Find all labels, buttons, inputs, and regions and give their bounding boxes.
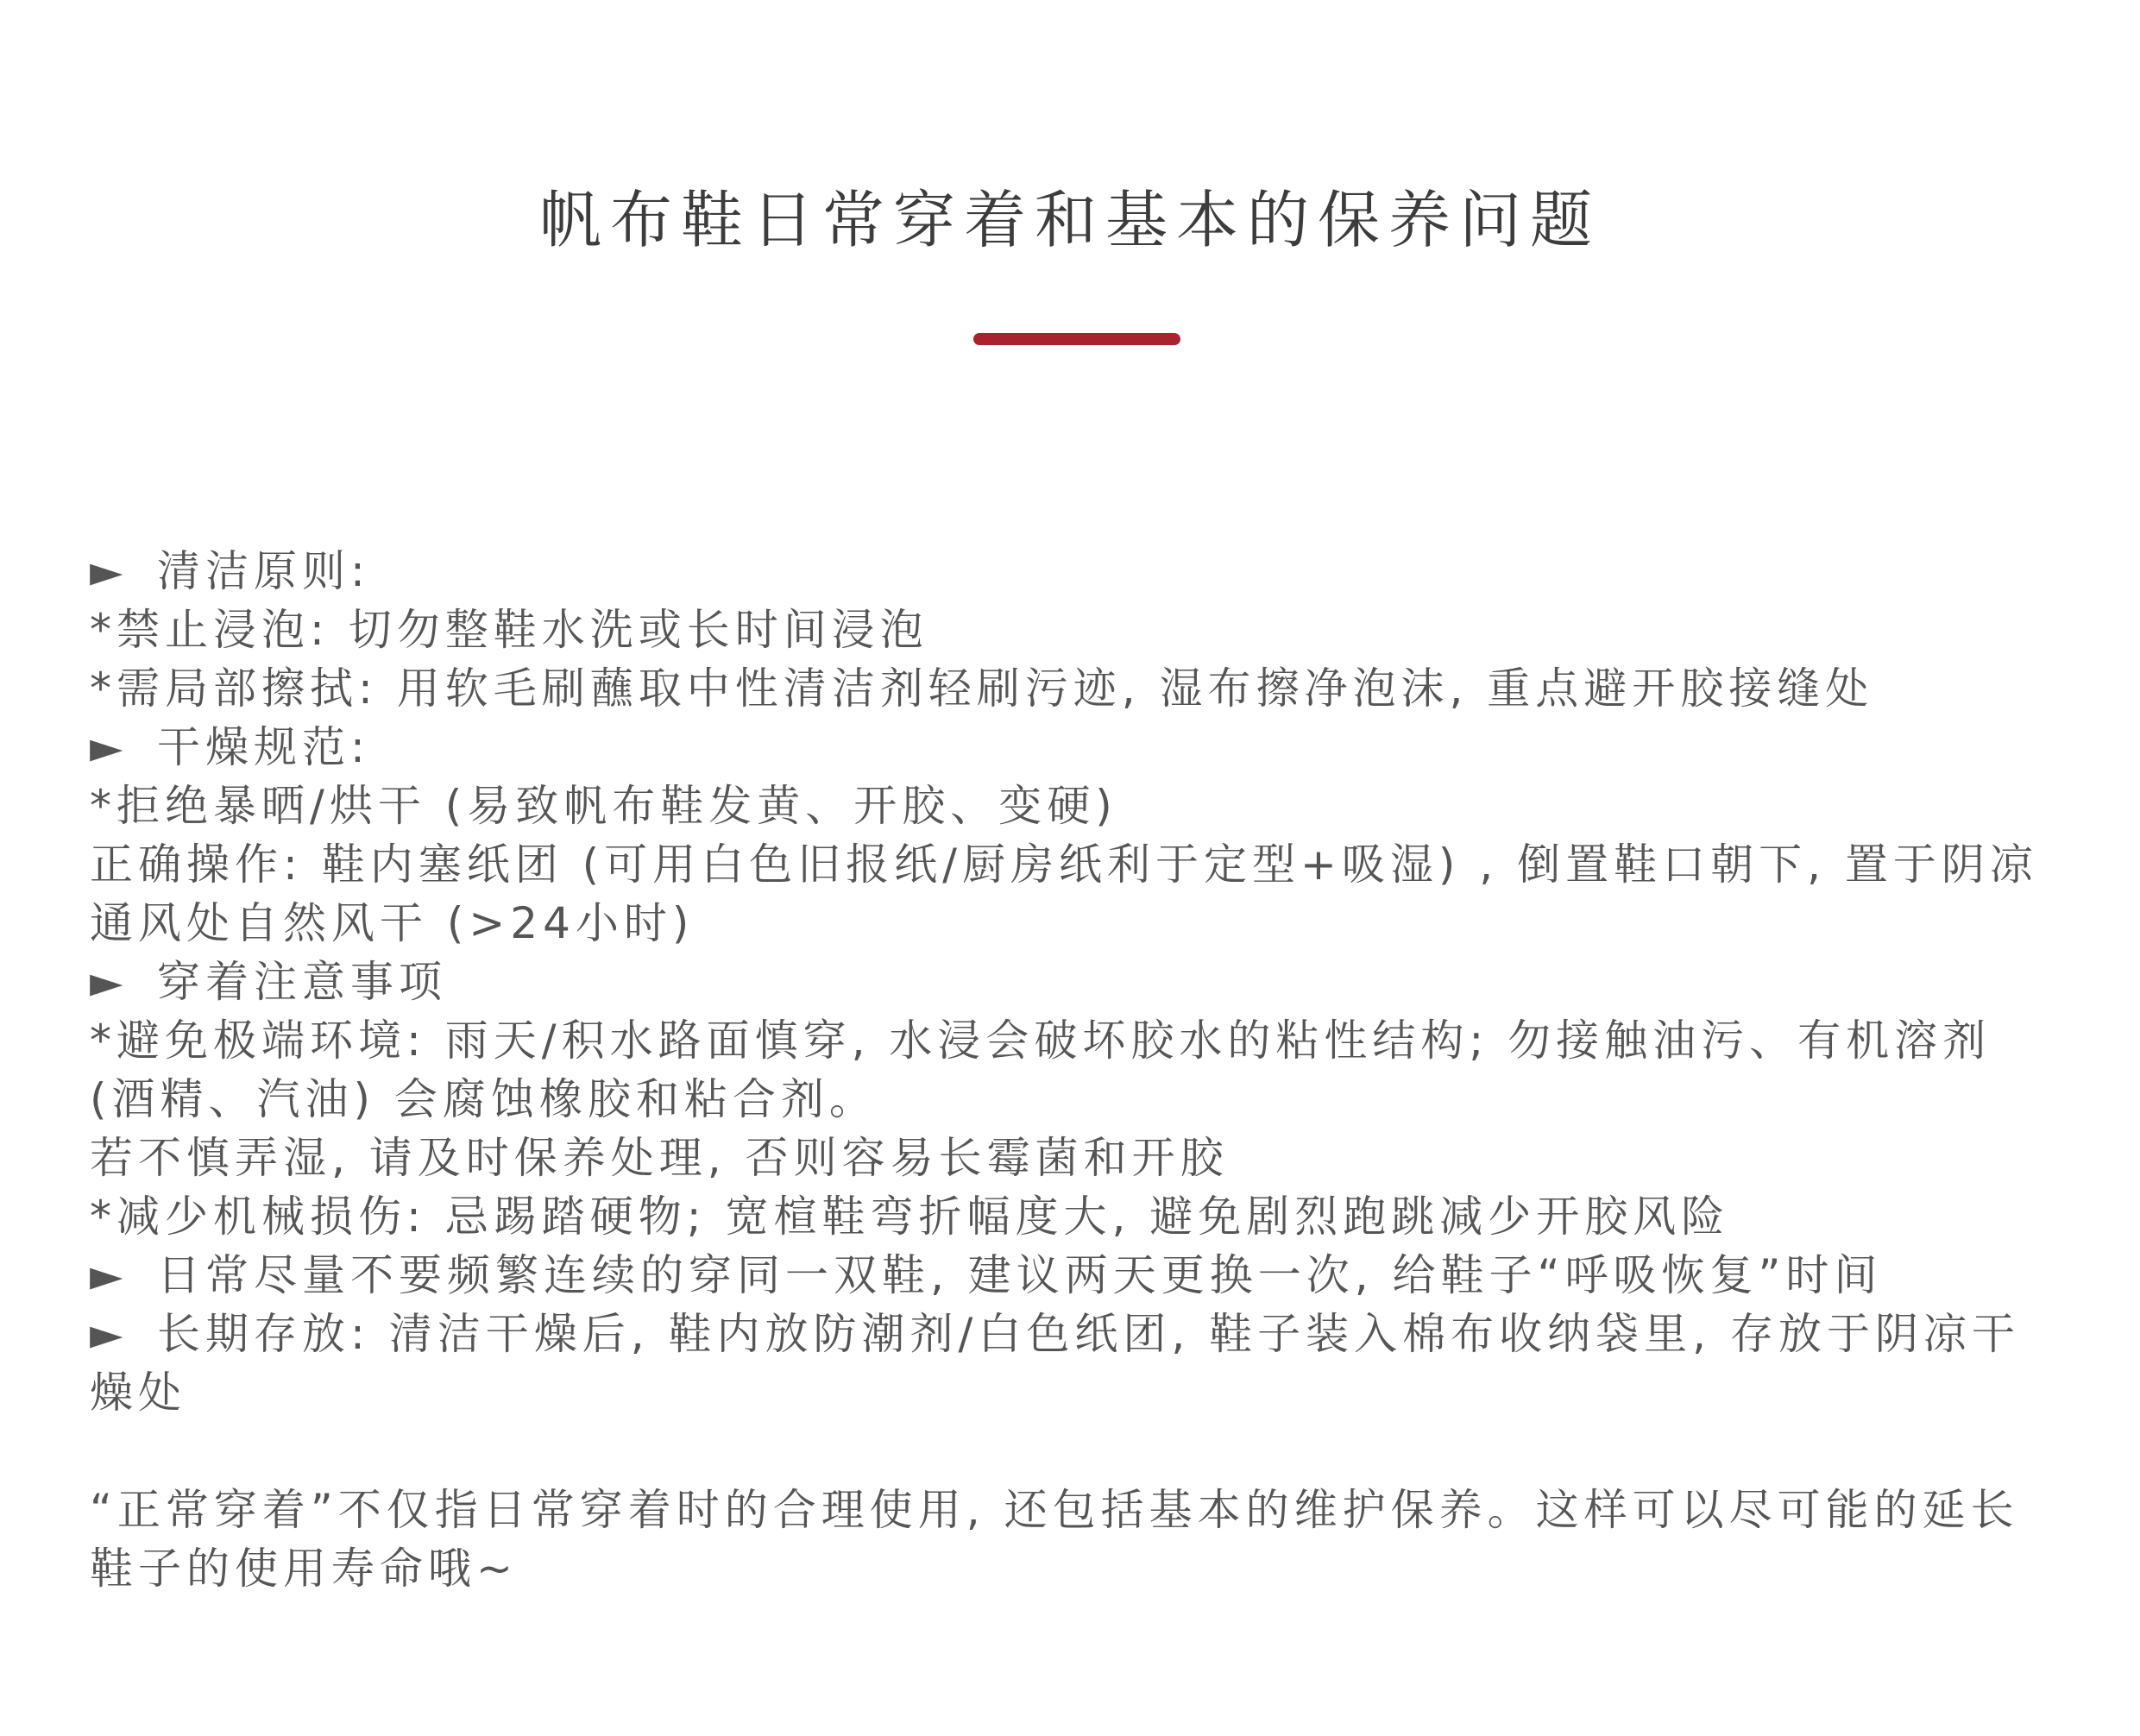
heading-rotation: ► 日常尽量不要频繁连续的穿同一双鞋, 建议两天更换一次, 给鞋子“呼吸恢复”时间 <box>90 1246 2066 1305</box>
arrow-icon: ► <box>90 546 129 596</box>
heading-drying: ► 干燥规范: <box>90 718 2066 777</box>
text-line: *拒绝暴晒/烘干 (易致帆布鞋发黄、开胶、变硬) <box>90 781 1117 831</box>
text-line: 若不慎弄湿, 请及时保养处理, 否则容易长霉菌和开胶 <box>90 1133 1229 1183</box>
text-line: *避免极端环境: 雨天/积水路面慎穿, 水浸会破坏胶水的粘性结构; 勿接触油污、有机溶剂 (酒精、汽油) 会腐蚀橡胶和粘合剂。 <box>90 1016 1992 1124</box>
text-line: 正确操作: 鞋内塞纸团 (可用白色旧报纸/厨房纸利于定型+吸湿) , 倒置鞋口朝下, 置于阴凉通风处自然风干 (>24小时) <box>90 840 2038 948</box>
arrow-icon: ► <box>90 1309 129 1359</box>
heading-storage: ► 长期存放: 清洁干燥后, 鞋内放防潮剂/白色纸团, 鞋子装入棉布收纳袋里, 存放于阴凉干燥处 <box>90 1305 2066 1422</box>
text-line: *减少机械损伤: 忌踢踏硬物; 宽楦鞋弯折幅度大, 避免剧烈跑跳减少开胶风险 <box>90 1192 1730 1242</box>
arrow-icon: ► <box>90 1250 129 1300</box>
spacer <box>90 1422 2066 1481</box>
care-instructions <box>90 542 2066 1598</box>
heading-wearing: ► 穿着注意事项 <box>90 953 2066 1011</box>
arrow-icon: ► <box>90 957 129 1007</box>
text-line: *禁止浸泡: 切勿整鞋水洗或长时间浸泡 <box>90 605 928 655</box>
title-underline <box>973 333 1180 345</box>
page-title: 帆布鞋日常穿着和基本的保养问题 <box>538 184 1601 256</box>
arrow-icon: ► <box>90 722 129 772</box>
closing-note: “正常穿着”不仅指日常穿着时的合理使用, 还包括基本的维护保养。这样可以尽可能的延长鞋子的使用寿命哦~ <box>90 1485 2019 1594</box>
text-line: *需局部擦拭: 用软毛刷蘸取中性清洁剂轻刷污迹, 湿布擦净泡沫, 重点避开胶接缝处 <box>90 664 1874 714</box>
heading-cleaning: ► 清洁原则: <box>90 542 2066 601</box>
